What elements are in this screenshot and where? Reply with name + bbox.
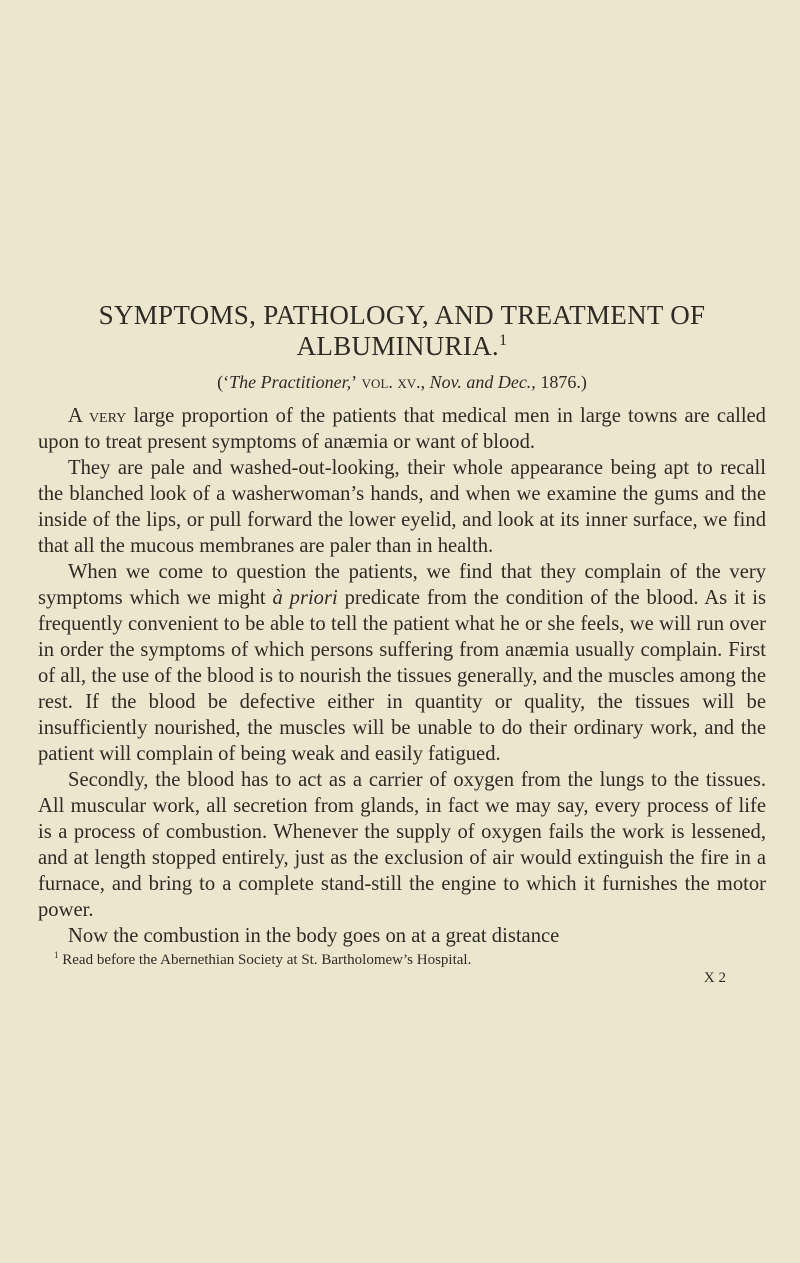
paragraph-1-rest: large proportion of the patients that medical men in large towns are called upon to treat present symptoms of anæmia or want of blood. xyxy=(38,405,766,453)
document-title xyxy=(38,300,766,362)
paragraph-3-italic: à priori xyxy=(272,587,338,609)
title-footnote-marker: 1 xyxy=(498,331,508,349)
title-text: SYMPTOMS, PATHOLOGY, AND TREATMENT OF ALBUMINURIA. xyxy=(98,300,706,361)
signature-mark: X 2 xyxy=(703,970,726,986)
source-citation xyxy=(38,372,766,393)
paragraph-1 xyxy=(38,403,766,455)
paragraph-4: Secondly, the blood has to act as a carrier of oxygen from the lungs to the tissues. All muscular work, all secretion from glands, in fact we may say, every process of life is a process of combustion. Whenever the supply of oxygen fails the work is lessened, and at length stopped entirely, just as the exclusion of air would extinguish the fire in a furnace, and bring to a complete stand-still the engine to which it furnishes the motor power. xyxy=(38,769,766,921)
source-year: 1876.) xyxy=(535,372,587,392)
source-close-quote: ’ xyxy=(351,372,358,392)
footnote-text: Read before the Abernethian Society at St. Bartholomew’s Hospital. xyxy=(58,952,472,968)
source-volume: vol. xv., xyxy=(357,372,426,392)
source-date: Nov. and Dec., xyxy=(429,372,536,392)
document-page xyxy=(38,300,766,987)
paragraph-2: They are pale and washed-out-looking, their whole appearance being apt to recall the blanched look of a washerwoman’s hands, and when we examine the gums and the inside of the lips, or pull forward the lower eyelid, and look at its inner surface, we find that all the mucous membranes are paler than in health. xyxy=(38,457,766,557)
source-open: (‘ xyxy=(217,372,230,392)
paragraph-3-before: When we come to question the patients, we find that they complain of the very symptoms which we might xyxy=(38,561,766,609)
paragraph-1-lead: A very xyxy=(68,405,127,427)
footnote xyxy=(38,951,766,969)
footnote-marker: 1 xyxy=(54,950,59,960)
paragraph-3 xyxy=(38,559,766,767)
paragraph-3-after: predicate from the condition of the blood. As it is frequently convenient to be able to tell the patient what he or she feels, we will run over in order the symptoms of which persons suffering from anæmia usually complain. First of all, the use of the blood is to nourish the tissues generally, and the muscles among the rest. If the blood be defective either in quantity or quality, the tissues will be insufficiently nourished, the muscles will be unable to do their ordinary work, and the patient will complain of being weak and easily fatigued. xyxy=(38,587,766,765)
document-body xyxy=(38,403,766,949)
source-journal: The Practitioner, xyxy=(229,372,352,392)
paragraph-5: Now the combustion in the body goes on at a great distance xyxy=(68,925,560,947)
